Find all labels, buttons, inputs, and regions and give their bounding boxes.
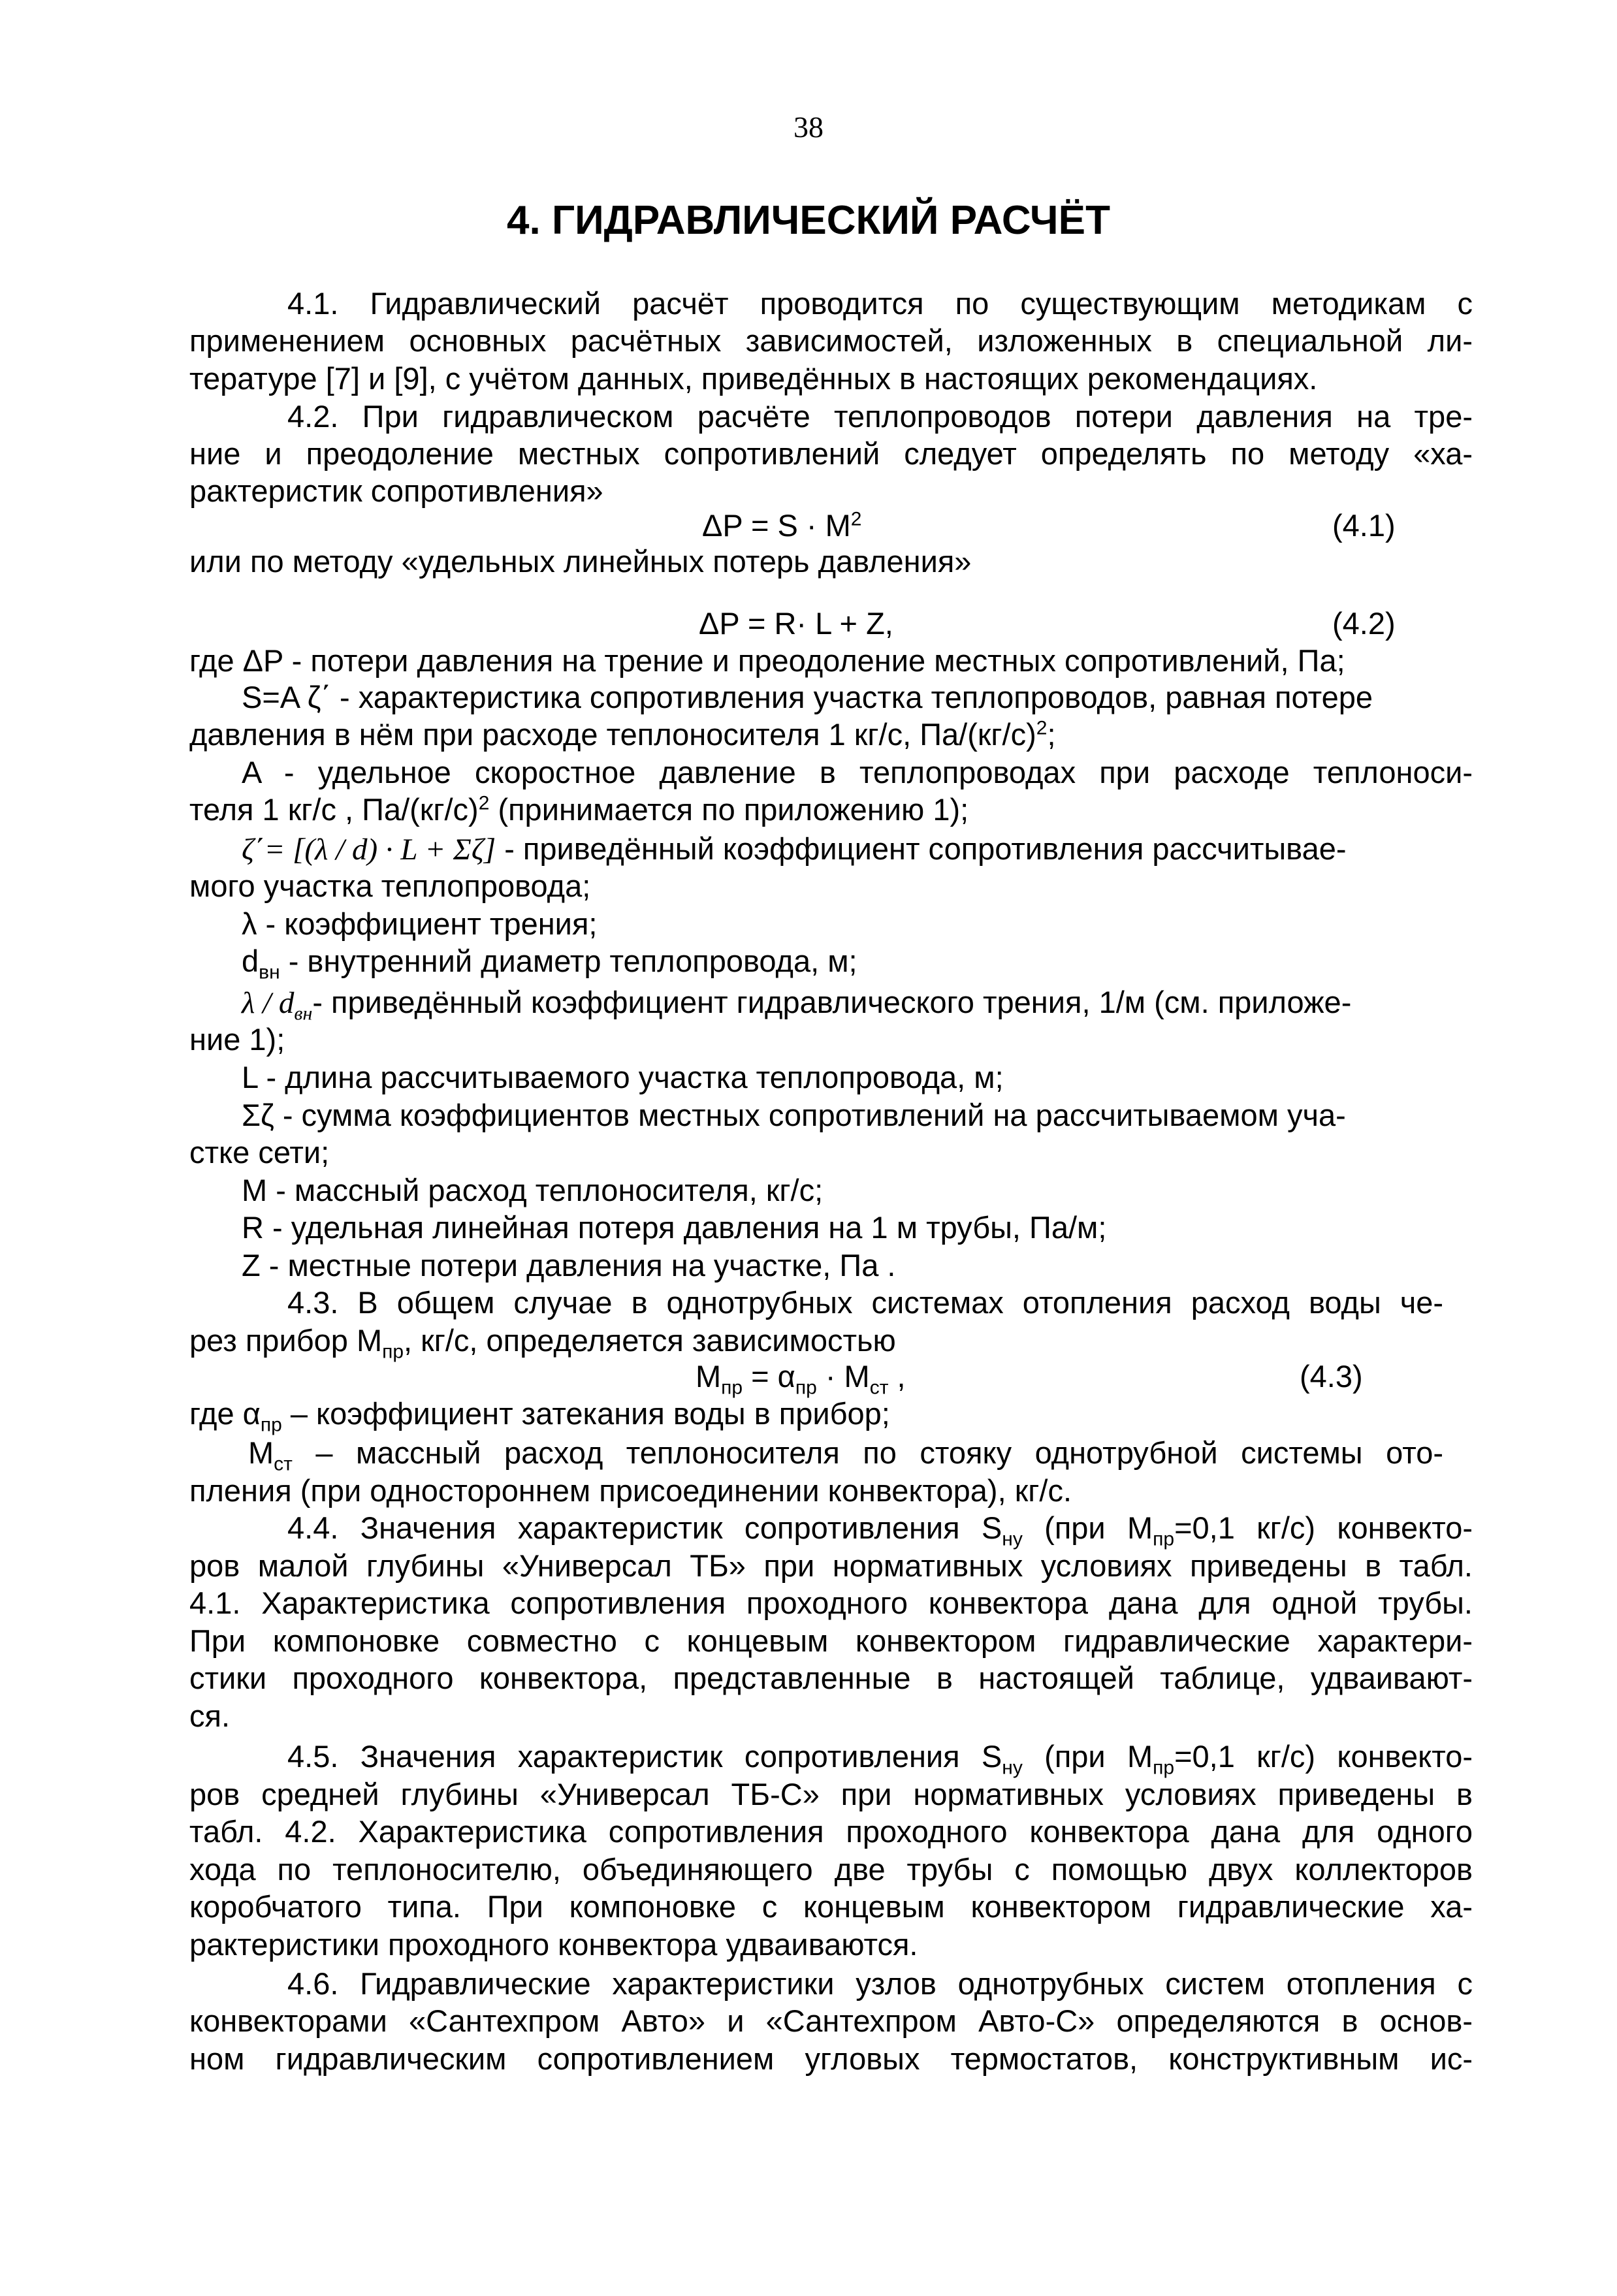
paragraph-4-3-line: 4.3. В общем случае в однотрубных системах отопления расход воды че- [287,1285,1443,1320]
paragraph-4-4-line: При компоновке совместно с концевым конвектором гидравлические характери- [189,1623,1473,1658]
definition-a-line: теля 1 кг/с , $Па/(кг/с)^2$ (принимается по приложению 1); [189,792,969,827]
definition-dp: где ΔP - потери давления на трение и преодоление местных сопротивлений, Па; [189,643,1345,678]
paragraph-4-1-line: тературе [7] и [9], с учётом данных, приведённых в настоящих рекомендациях. [189,361,1318,396]
definition-sum-zeta-line: стке сети; [189,1135,330,1170]
formula-4-1-number: (4.1) [1332,508,1396,543]
definition-zeta-line: мого участка теплопровода; [189,869,591,903]
formula-4-1 [702,506,861,545]
formula-4-1-body: ΔP = S · M [702,508,851,543]
formula-4-1-exponent: 2 [850,508,862,530]
definition-s-line: S=A ζ΄ - характеристика сопротивления участка теплопроводов, равная потере [242,680,1373,714]
definition-lambda-d-line: λ / $d_{вн}-$ приведённый коэффициент гидравлического трения, 1/м (см. приложе- [242,985,1352,1025]
paragraph-4-2-line: рактеристик сопротивления» [189,473,603,508]
definition-zeta-line: ζ΄= [(λ / d) · L + Σζ] - приведённый коэффициент сопротивления рассчитывае- [242,831,1347,867]
paragraph-4-4-line: 4.4. Значения характеристик сопротивления $S_{ну}$ (при $M_{пр}=0,1$ кг/с) конвекто- [287,1510,1473,1550]
definition-d: $d_{вн}$ - внутренний диаметр теплопровода, м; [242,944,857,983]
formula-4-3: $M_{пр} = \alpha_{пр} \cdot M_{ст}$ , [696,1359,906,1399]
paragraph-4-6-line: 4.6. Гидравлические характеристики узлов однотрубных систем отопления с [287,1966,1473,2001]
definition-lambda-d-line: ние 1); [189,1022,285,1057]
paragraph-4-6-line: конвекторами «Сантехпром Авто» и «Сантехпром Авто-С» определяются в основ- [189,2003,1473,2038]
paragraph-4-3-line: рез прибор $M_{пр}$, кг/с, определяется зависимостью [189,1323,896,1363]
paragraph-4-5-line: ров средней глубины «Универсал ТБ-С» при нормативных условиях приведены в [189,1777,1473,1811]
paragraph-4-5-line: 4.5. Значения характеристик сопротивления $S_{ну}$ (при $M_{пр}=0,1$ кг/с) конвекто- [287,1739,1473,1779]
definition-r: R - удельная линейная потеря давления на 1 м трубы, Па/м; [242,1210,1107,1245]
paragraph-4-4-line: 4.1. Характеристика сопротивления проходного конвектора дана для одной трубы. [189,1586,1473,1620]
page-number: 38 [793,110,824,144]
definition-s-line: давления в нём при расходе теплоносителя 1 кг/с, $Па/(кг/с)^2$; [189,717,1056,752]
formula-4-3-number: (4.3) [1300,1359,1363,1394]
definition-m-st-line: $M_{ст}$ – массный расход теплоносителя по стояку однотрубной системы ото- [248,1435,1443,1475]
exponent: 2 [478,792,490,814]
paragraph-4-2-line: ние и преодоление местных сопротивлений следует определять по методу «ха- [189,436,1473,471]
paragraph-4-2-line: 4.2. При гидравлическом расчёте теплопроводов потери давления на тре- [287,399,1473,434]
definition-l: L - длина рассчитываемого участка теплопровода, м; [242,1060,1004,1094]
formula-4-2-number: (4.2) [1332,606,1396,641]
definition-z: Z - местные потери давления на участке, Па . [242,1248,896,1283]
definition-m-st-line: пления (при одностороннем присоединении конвектора), кг/с. [189,1473,1072,1508]
zeta-formula: ζ΄= [(λ / d) · L + Σζ] [242,833,496,867]
paragraph-4-5-line: табл. 4.2. Характеристика сопротивления проходного конвектора дана для одного [189,1814,1473,1849]
paragraph-4-2-line: или по методу «удельных линейных потерь давления» [189,544,972,579]
paragraph-4-5-line: хода по теплоносителю, объединяющего две трубы с помощью двух коллекторов [189,1852,1473,1887]
paragraph-4-4-line: ся. [189,1698,231,1733]
definition-m: M - массный расход теплоносителя, кг/с; [242,1173,824,1207]
definition-a-line: A - удельное скоростное давление в теплопроводах при расходе теплоноси- [242,755,1473,789]
definition-sum-zeta-line: Σζ - сумма коэффициентов местных сопротивлений на рассчитываемом уча- [242,1098,1346,1132]
exponent: 2 [1036,717,1048,739]
paragraph-4-6-line: ном гидравлическим сопротивлением угловых термостатов, конструктивным ис- [189,2041,1473,2076]
paragraph-4-5-line: рактеристики проходного конвектора удваиваются. [189,1927,918,1962]
paragraph-4-4-line: ров малой глубины «Универсал ТБ» при нормативных условиях приведены в табл. [189,1548,1473,1583]
paragraph-4-4-line: стики проходного конвектора, представленные в настоящей таблице, удваивают- [189,1661,1473,1695]
formula-4-2: ΔP = R· L + Z, [699,606,893,641]
paragraph-4-1-line: применением основных расчётных зависимостей, изложенных в специальной ли- [189,323,1473,358]
section-title: 4. ГИДРАВЛИЧЕСКИЙ РАСЧЁТ [507,198,1110,243]
definition-lambda: λ - коэффициент трения; [242,906,598,941]
definition-alpha: где $\alpha_{пр}$ – коэффициент затекания воды в прибор; [189,1396,890,1436]
paragraph-4-1-line: 4.1. Гидравлический расчёт проводится по существующим методикам с [287,286,1473,321]
paragraph-4-5-line: коробчатого типа. При компоновке с концевым конвектором гидравлические ха- [189,1889,1473,1924]
